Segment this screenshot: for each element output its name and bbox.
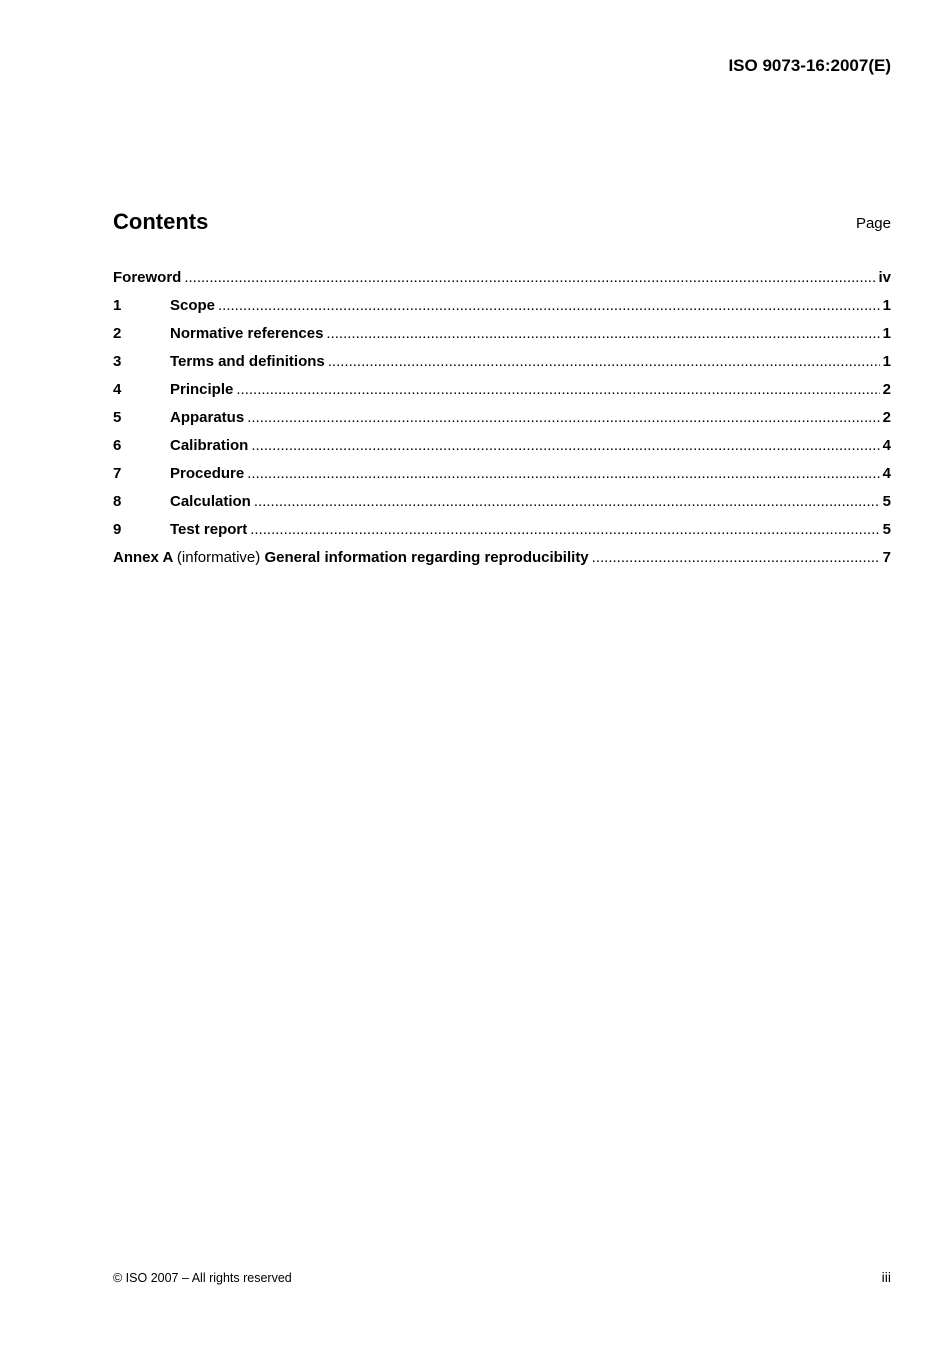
- page-column-label: Page: [855, 215, 891, 232]
- toc-entry-page: 2: [882, 381, 891, 398]
- toc-dot-leader: [251, 437, 879, 455]
- toc-entry-number: 7: [113, 465, 122, 482]
- toc-entry-number: 3: [113, 353, 122, 370]
- toc-entry-number: 2: [113, 325, 122, 342]
- toc-entry-page: 5: [882, 521, 891, 538]
- toc-entry-page: 1: [882, 325, 891, 342]
- toc-entry-title: Calculation: [170, 493, 251, 510]
- copyright-notice: © ISO 2007 – All rights reserved: [113, 1271, 292, 1285]
- toc-entry-title: Scope: [170, 297, 216, 314]
- toc-entry-page: 1: [882, 353, 891, 370]
- toc-dot-leader: [254, 493, 880, 511]
- toc-entry-number: 5: [113, 409, 122, 426]
- toc-entry-page: 4: [882, 437, 891, 454]
- toc-entry-page: 2: [882, 409, 891, 426]
- toc-entry-page: 5: [882, 493, 891, 510]
- page-number: iii: [881, 1269, 891, 1285]
- table-of-contents: [113, 269, 891, 577]
- toc-entry-title: Procedure: [170, 465, 245, 482]
- toc-entry-principle[interactable]: [113, 381, 891, 409]
- toc-dot-leader: [592, 549, 880, 567]
- toc-entry-normative-references[interactable]: [113, 325, 891, 353]
- document-id: ISO 9073-16:2007(E): [728, 56, 891, 75]
- toc-annex-title: General information regarding reproducibility: [264, 549, 589, 566]
- toc-annex-label: Annex A: [113, 549, 173, 566]
- toc-dot-leader: [326, 325, 879, 343]
- toc-entry-page: 4: [882, 465, 891, 482]
- toc-dot-leader: [247, 409, 879, 427]
- toc-entry-test-report[interactable]: [113, 521, 891, 549]
- toc-entry-calibration[interactable]: [113, 437, 891, 465]
- toc-dot-leader: [218, 297, 880, 315]
- toc-entry-terms-and-definitions[interactable]: [113, 353, 891, 381]
- toc-entry-apparatus[interactable]: [113, 409, 891, 437]
- toc-dot-leader: [236, 381, 879, 399]
- toc-dot-leader: [250, 521, 879, 539]
- toc-entry-title: Normative references: [170, 325, 324, 342]
- toc-entry-title: Apparatus: [170, 409, 245, 426]
- toc-entry-title: Calibration: [170, 437, 249, 454]
- toc-entry-foreword[interactable]: [113, 269, 891, 297]
- toc-entry-title: Foreword: [113, 269, 182, 286]
- toc-entry-title: Terms and definitions: [170, 353, 325, 370]
- toc-entry-title: Test report: [170, 521, 248, 538]
- toc-entry-annex-a[interactable]: [113, 549, 891, 577]
- toc-entry-page: iv: [878, 269, 891, 286]
- toc-entry-number: 8: [113, 493, 122, 510]
- toc-entry-number: 1: [113, 297, 122, 314]
- toc-entry-number: 4: [113, 381, 122, 398]
- contents-heading: Contents: [113, 209, 209, 234]
- toc-entry-procedure[interactable]: [113, 465, 891, 493]
- toc-entry-page: 7: [882, 549, 891, 566]
- toc-dot-leader: [184, 269, 875, 287]
- toc-entry-page: 1: [882, 297, 891, 314]
- toc-entry-number: 6: [113, 437, 122, 454]
- toc-entry-number: 9: [113, 521, 122, 538]
- toc-entry-calculation[interactable]: [113, 493, 891, 521]
- toc-annex-qualifier: (informative): [176, 549, 261, 566]
- toc-dot-leader: [328, 353, 880, 371]
- toc-annex-heading: [113, 549, 592, 567]
- toc-entry-scope[interactable]: [113, 297, 891, 325]
- toc-dot-leader: [247, 465, 879, 483]
- toc-entry-title: Principle: [170, 381, 234, 398]
